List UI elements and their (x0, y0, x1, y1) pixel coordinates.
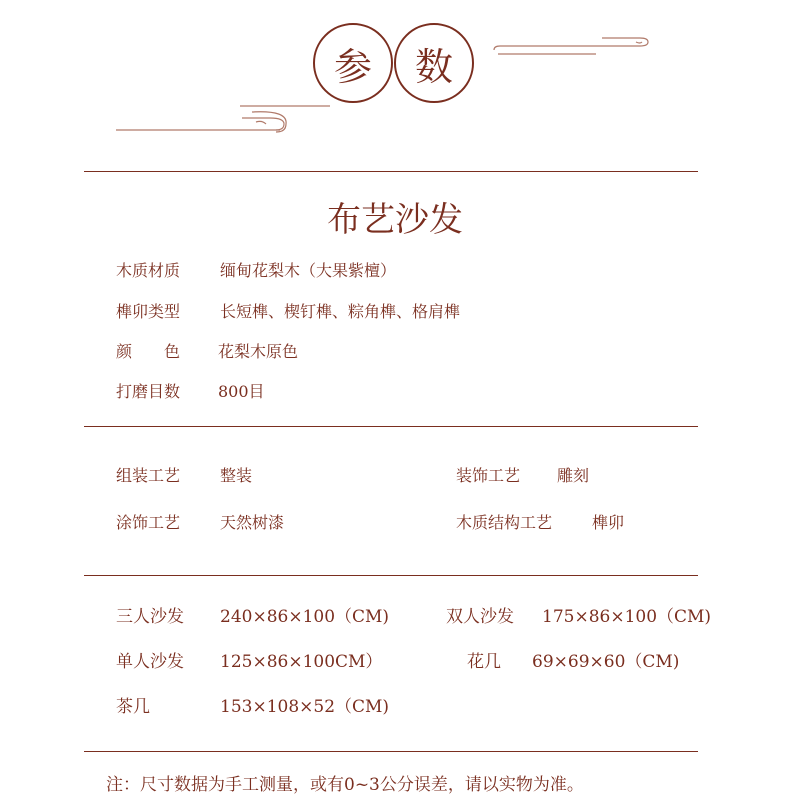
spec-label-color: 颜 色 (116, 342, 181, 361)
header-circle-2 (394, 23, 474, 103)
spec-label-polish: 打磨目数 (116, 382, 181, 401)
divider-3 (84, 575, 698, 576)
size-value-two-seat: 175×86×100（CM) (542, 607, 712, 627)
measurement-note: 注：尺寸数据为手工测量，或有0~3公分误差，请以实物为准。 (106, 775, 584, 795)
product-title: 布艺沙发 (327, 200, 463, 240)
spec-value-joint: 长短榫、楔钉榫、粽角榫、格肩榫 (220, 302, 461, 321)
size-value-single-seat: 125×86×100CM） (220, 652, 383, 672)
craft-label-structure: 木质结构工艺 (456, 513, 553, 532)
spec-value-color: 花梨木原色 (218, 342, 299, 361)
size-value-side-table: 69×69×60（CM) (532, 652, 680, 672)
size-value-tea-table: 153×108×52（CM) (220, 697, 390, 717)
spec-label-material: 木质材质 (116, 261, 181, 280)
header-char-1: 参 (333, 44, 372, 89)
size-label-side-table: 花几 (467, 652, 501, 672)
craft-label-finish: 涂饰工艺 (116, 513, 181, 532)
craft-label-decoration: 装饰工艺 (456, 466, 521, 485)
size-label-tea-table: 茶几 (116, 697, 150, 717)
craft-value-finish: 天然树漆 (220, 513, 285, 532)
header-circle-1 (313, 23, 393, 103)
spec-value-material: 缅甸花梨木（大果紫檀） (220, 261, 397, 280)
divider-1 (84, 171, 698, 172)
cloud-line-left-icon (112, 100, 342, 136)
size-label-single-seat: 单人沙发 (116, 652, 184, 672)
craft-label-assembly: 组装工艺 (116, 466, 181, 485)
craft-value-assembly: 整装 (220, 466, 253, 485)
divider-4 (84, 751, 698, 752)
size-value-three-seat: 240×86×100（CM) (220, 607, 390, 627)
spec-value-polish: 800目 (218, 382, 265, 401)
size-label-three-seat: 三人沙发 (116, 607, 184, 627)
craft-value-decoration: 雕刻 (557, 466, 590, 485)
divider-2 (84, 426, 698, 427)
craft-value-structure: 榫卯 (592, 513, 625, 532)
spec-label-joint: 榫卯类型 (116, 302, 181, 321)
header-char-2: 数 (414, 44, 453, 89)
cloud-line-right-icon (490, 30, 660, 60)
size-label-two-seat: 双人沙发 (446, 607, 514, 627)
